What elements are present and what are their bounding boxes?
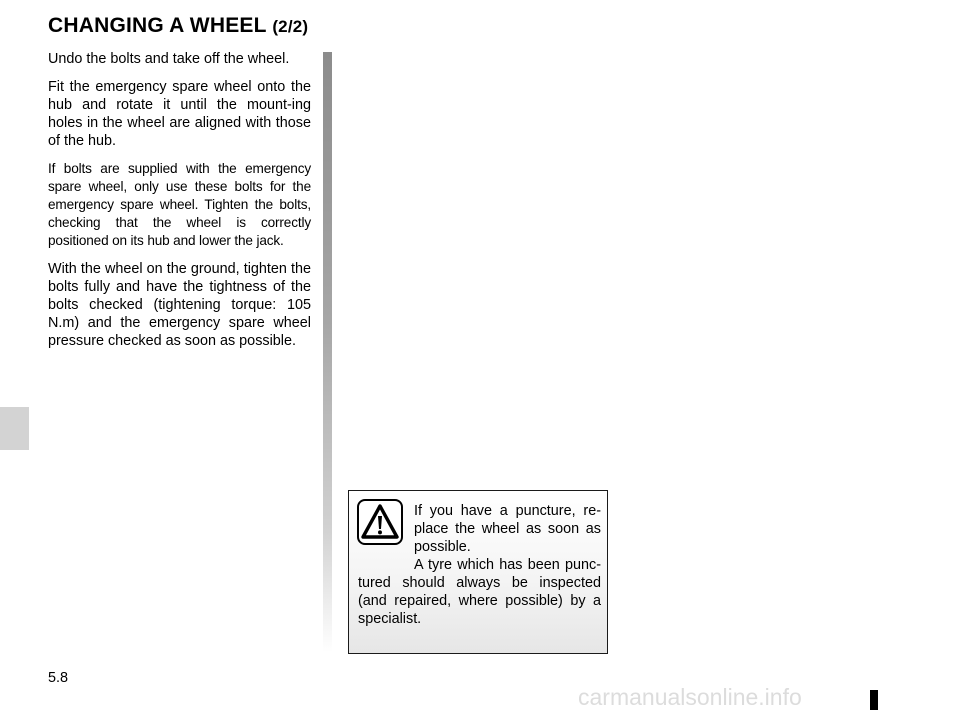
warning-paragraph: A tyre which has been punc-tured should always be inspected (and repaired, where possible) by a specialist. bbox=[358, 557, 601, 627]
corner-mark bbox=[870, 690, 878, 710]
watermark: carmanualsonline.info bbox=[578, 684, 802, 710]
warning-box bbox=[348, 490, 608, 654]
instruction-paragraph: With the wheel on the ground, tighten the bolts fully and have the tightness of the bolts checked (tightening torque: 105 N.m) and the emergency spare wheel pressure checked as soon as possible. bbox=[48, 261, 311, 349]
warning-paragraph: If you have a puncture, re-place the wheel as soon as possible. bbox=[414, 503, 601, 555]
page-title-text: CHANGING A WHEEL bbox=[48, 14, 267, 37]
page-number: 5.8 bbox=[48, 670, 69, 686]
page-title-suffix: (2/2) bbox=[272, 17, 309, 36]
page-title bbox=[48, 14, 308, 38]
instructions-column bbox=[48, 50, 311, 360]
instruction-paragraph: Undo the bolts and take off the wheel. bbox=[48, 51, 290, 67]
column-divider bbox=[323, 52, 332, 652]
instruction-paragraph: Fit the emergency spare wheel onto the hub and rotate it until the mount-ing holes in the wheel are aligned with those of the hub. bbox=[48, 79, 311, 149]
warning-text bbox=[358, 502, 601, 628]
section-tab bbox=[0, 407, 29, 450]
instruction-paragraph: If bolts are supplied with the emergency spare wheel, only use these bolts for the emergency spare wheel. Tighten the bolts, checking that the wheel is correctly positioned on its hub and lower the jack. bbox=[48, 161, 311, 248]
